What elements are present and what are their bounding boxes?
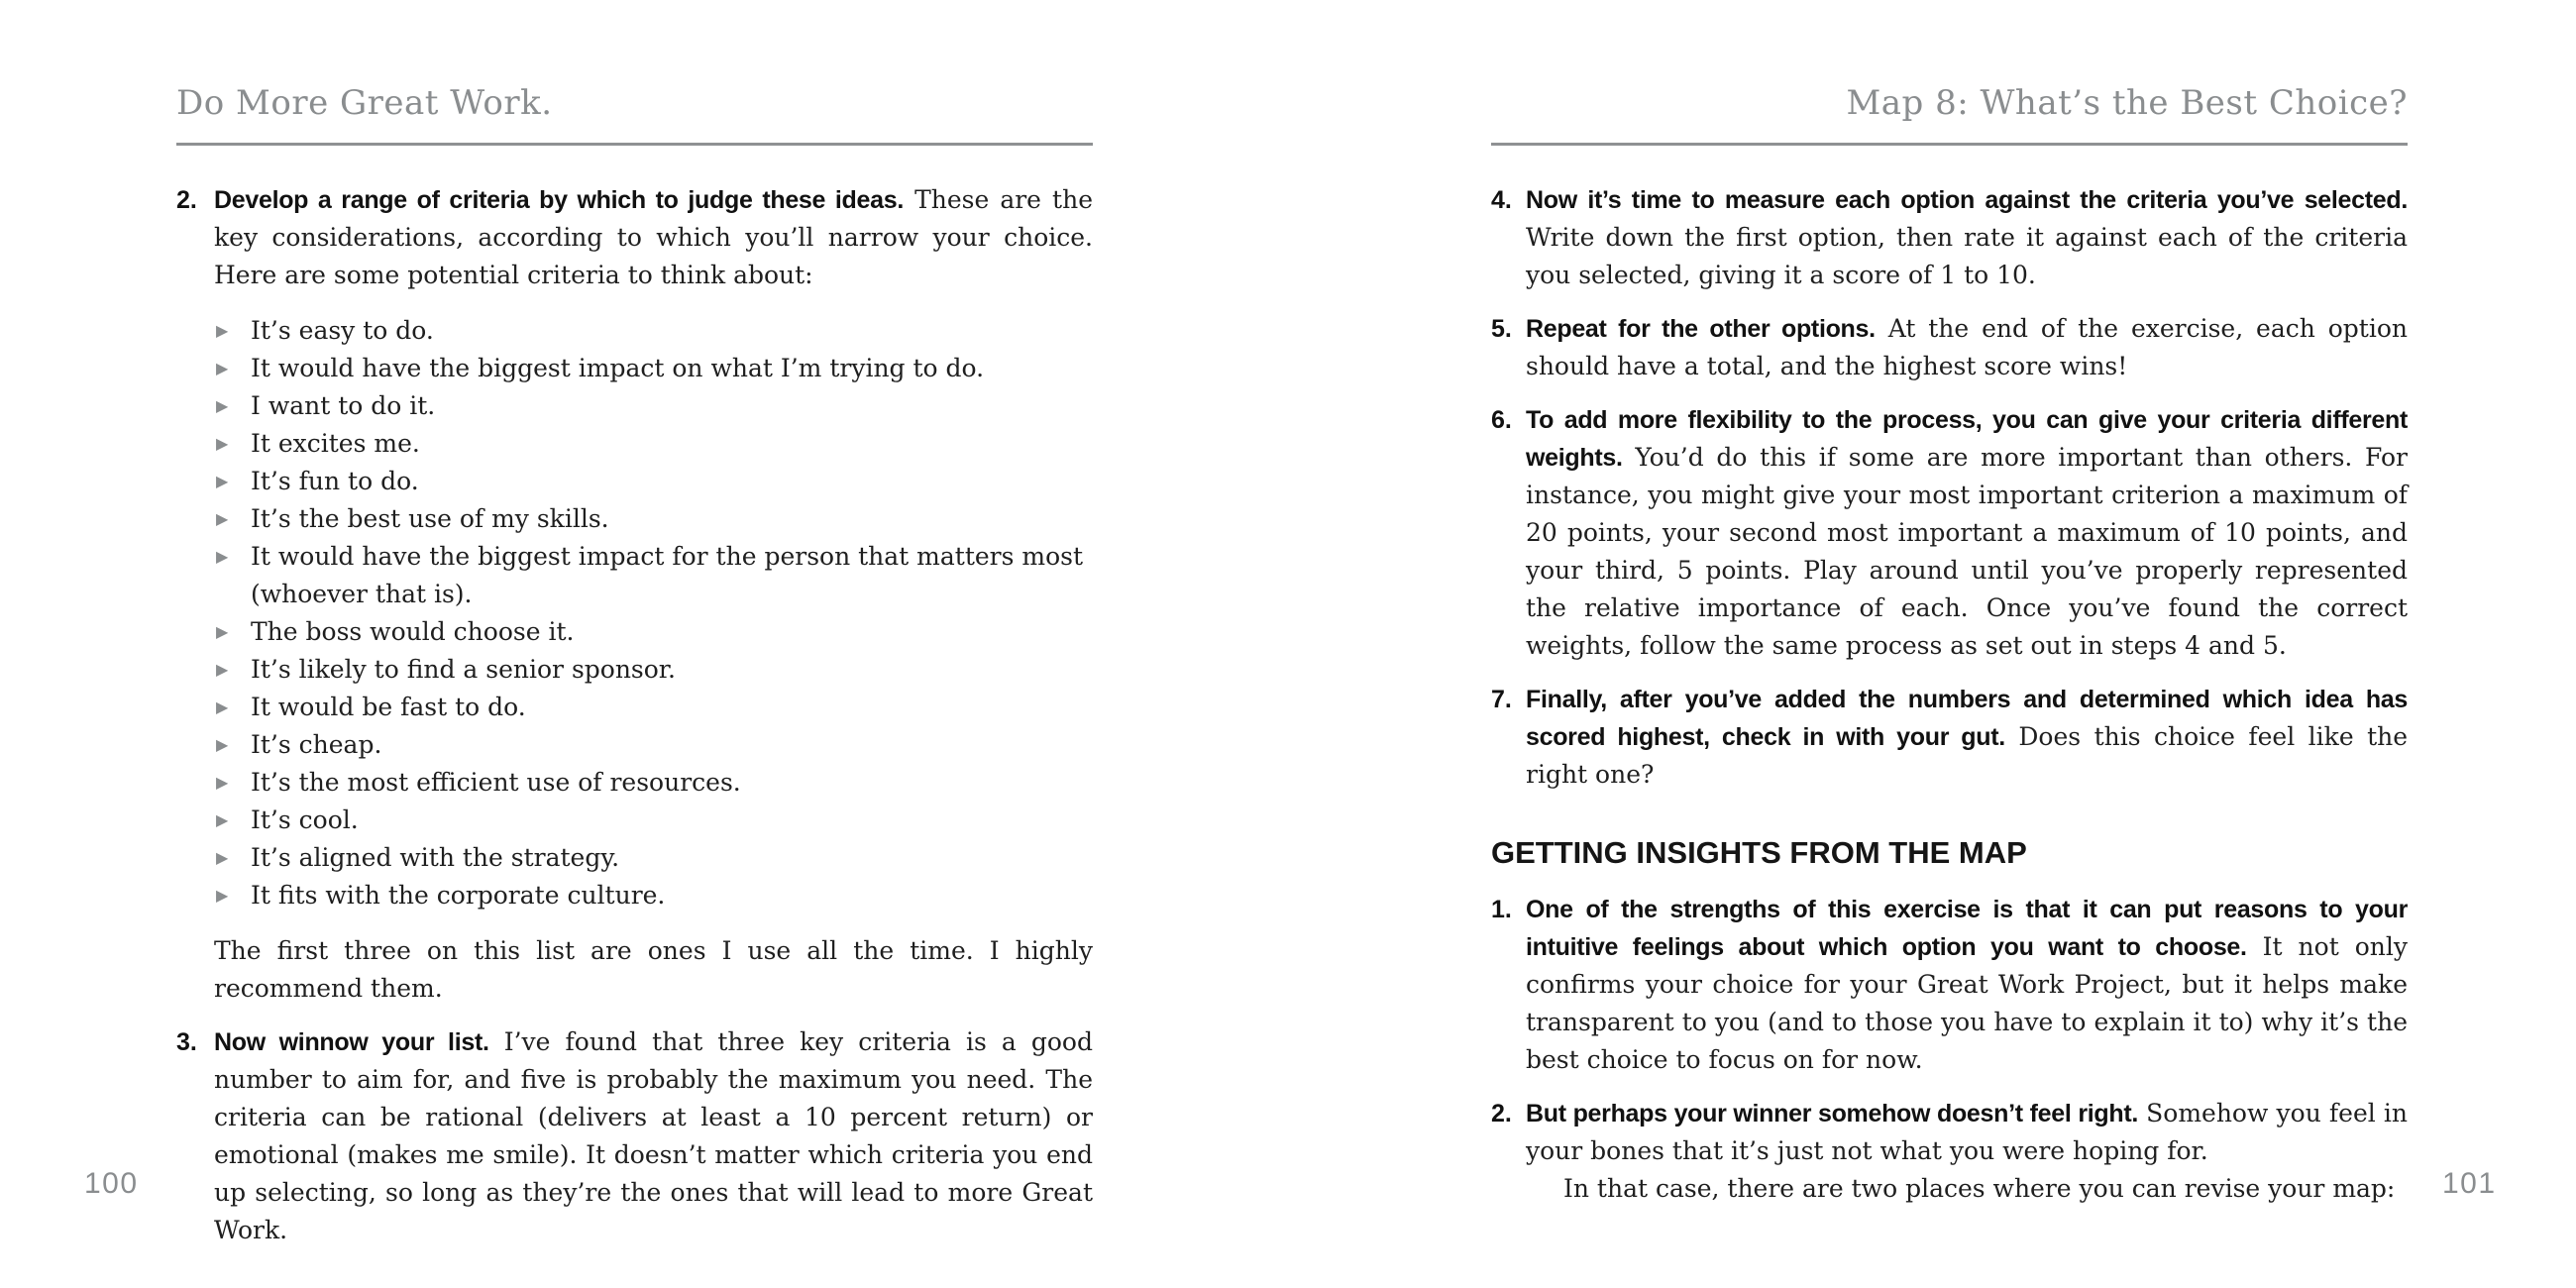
running-head-right: Map 8: What’s the Best Choice? xyxy=(1846,83,2408,123)
item-body-text: These are the key considerations, according to which you’ll narrow your choice. Here are some potential criteria to think about: xyxy=(214,185,1093,289)
item-body-text: At the end of the exercise, each option should have a total, and the highest score wins! xyxy=(1526,314,2409,380)
after-bullets-paragraph: The first three on this list are ones I use all the time. I highly recommend them. xyxy=(214,936,1093,1003)
content-column-left xyxy=(176,181,1093,1249)
item-text xyxy=(214,1023,1093,1249)
item-text xyxy=(1526,401,2408,665)
bullet-text: It would have the biggest impact for the person that matters most (whoever that is). xyxy=(251,542,1084,608)
bullet-text: It fits with the corporate culture. xyxy=(251,881,666,910)
bullet-text: It’s the most efficient use of resources. xyxy=(251,768,741,797)
criteria-bullet-item xyxy=(216,726,1093,764)
triangle-bullet-icon: ▶ xyxy=(216,773,229,792)
criteria-bullet-item xyxy=(216,764,1093,802)
item-text xyxy=(1526,891,2408,1079)
numbered-item-7 xyxy=(1491,681,2408,794)
numbered-item-6 xyxy=(1491,401,2408,665)
item-number: 3. xyxy=(176,1028,197,1056)
triangle-bullet-icon: ▶ xyxy=(216,848,229,867)
item-number: 5. xyxy=(1491,315,1512,343)
triangle-bullet-icon: ▶ xyxy=(216,660,229,679)
criteria-bullet-item xyxy=(216,651,1093,689)
item-lead-bold: To add more flexibility to the process, you can give your criteria different weights. xyxy=(1526,406,2408,472)
triangle-bullet-icon: ▶ xyxy=(216,472,229,490)
item-number: 2. xyxy=(1491,1100,1512,1127)
bullet-text: It’s cheap. xyxy=(251,730,382,759)
triangle-bullet-icon: ▶ xyxy=(216,622,229,641)
item-lead-bold: Now it’s time to measure each option against the criteria you’ve selected. xyxy=(1526,186,2408,214)
bullet-text: It would be fast to do. xyxy=(251,693,526,721)
criteria-bullet-item xyxy=(216,877,1093,914)
item-text xyxy=(1526,181,2408,294)
triangle-bullet-icon: ▶ xyxy=(216,698,229,716)
item-body-text: You’d do this if some are more important than others. For instance, you might give your most important criterion a maximum of 20 points, your second most important a maximum of 10 points, and your third, 5 points. Play around until you’ve properly represented the relative importance of each. Once you’ve found the correct weights, follow the same process as set out in steps 4 and 5. xyxy=(1526,443,2409,660)
bullet-text: It’s fun to do. xyxy=(251,467,419,495)
item-body-text: It not only confirms your choice for your Great Work Project, but it helps make transparent to you (and to those you have to explain it to) why it’s the best choice to focus on for now. xyxy=(1526,932,2408,1074)
numbered-item-4 xyxy=(1491,181,2408,294)
item-lead-bold: Now winnow your list. xyxy=(214,1028,489,1056)
criteria-bullet-item xyxy=(216,425,1093,463)
insight-item-2 xyxy=(1491,1095,2408,1208)
criteria-bullet-item xyxy=(216,613,1093,651)
item-body-text: Write down the first option, then rate it against each of the criteria you selected, giving it a score of 1 to 10. xyxy=(1526,223,2408,289)
item-body-text: Somehow you feel in your bones that it’s just not what you were hoping for. xyxy=(1526,1099,2408,1165)
item-body-text: Does this choice feel like the right one? xyxy=(1526,722,2409,789)
bullet-text: It’s aligned with the strategy. xyxy=(251,843,620,872)
bullet-text: It excites me. xyxy=(251,429,420,458)
item-lead-bold: But perhaps your winner somehow doesn’t feel right. xyxy=(1526,1100,2139,1127)
header-rule-right xyxy=(1491,143,2408,146)
criteria-bullet-item xyxy=(216,463,1093,500)
item-lead-bold: Finally, after you’ve added the numbers and determined which idea has scored highest, check in with your gut. xyxy=(1526,686,2408,751)
item-text xyxy=(214,181,1093,294)
section-heading: GETTING INSIGHTS FROM THE MAP xyxy=(1491,835,2027,870)
bullet-text: It’s likely to find a senior sponsor. xyxy=(251,655,676,684)
criteria-bullet-item xyxy=(216,689,1093,726)
item-text xyxy=(1526,310,2408,385)
triangle-bullet-icon: ▶ xyxy=(216,321,229,340)
bullet-text: The boss would choose it. xyxy=(251,617,575,646)
item-lead-bold: Develop a range of criteria by which to judge these ideas. xyxy=(214,186,904,214)
criteria-bullet-item xyxy=(216,312,1093,350)
page-number-right: 101 xyxy=(2442,1167,2497,1200)
triangle-bullet-icon: ▶ xyxy=(216,547,229,566)
running-head-left: Do More Great Work. xyxy=(176,83,553,123)
item-number: 2. xyxy=(176,186,197,214)
item-number: 7. xyxy=(1491,686,1512,713)
criteria-bullet-item xyxy=(216,350,1093,387)
triangle-bullet-icon: ▶ xyxy=(216,886,229,905)
triangle-bullet-icon: ▶ xyxy=(216,359,229,377)
item-lead-bold: One of the strengths of this exercise is that it can put reasons to your intuitive feelings about which option you want to choose. xyxy=(1526,896,2408,961)
criteria-bullet-item xyxy=(216,839,1093,877)
criteria-bullet-item xyxy=(216,802,1093,839)
page-left xyxy=(176,83,1093,1265)
bullet-text: I want to do it. xyxy=(251,391,436,420)
criteria-bullet-item xyxy=(216,387,1093,425)
numbered-item-3 xyxy=(176,1023,1093,1249)
bullet-text: It’s cool. xyxy=(251,805,359,834)
item-lead-bold: Repeat for the other options. xyxy=(1526,315,1876,343)
triangle-bullet-icon: ▶ xyxy=(216,509,229,528)
bullet-text: It’s the best use of my skills. xyxy=(251,504,609,533)
header-rule-left xyxy=(176,143,1093,146)
item-text xyxy=(1526,681,2408,794)
numbered-item-5 xyxy=(1491,310,2408,385)
criteria-bullet-item xyxy=(216,500,1093,538)
item-number: 4. xyxy=(1491,186,1512,214)
criteria-bullet-list xyxy=(216,312,1093,914)
triangle-bullet-icon: ▶ xyxy=(216,735,229,754)
item-number: 6. xyxy=(1491,406,1512,434)
item-second-paragraph: In that case, there are two places where you can revise your map: xyxy=(1563,1174,2396,1203)
triangle-bullet-icon: ▶ xyxy=(216,810,229,829)
numbered-item-2 xyxy=(176,181,1093,294)
page-number-left: 100 xyxy=(84,1167,139,1200)
bullet-text: It’s easy to do. xyxy=(251,316,434,345)
bullet-text: It would have the biggest impact on what I’m trying to do. xyxy=(251,354,985,382)
triangle-bullet-icon: ▶ xyxy=(216,396,229,415)
content-column-right xyxy=(1491,181,2408,1208)
item-body-text: I’ve found that three key criteria is a good number to aim for, and five is probably the maximum you need. The criteria can be rational (delivers at least a 10 percent return) or emotional (makes me smile). It doesn’t matter which criteria you end up selecting, so long as they’re the ones that will lead to more Great Work. xyxy=(214,1027,1093,1244)
insight-item-1 xyxy=(1491,891,2408,1079)
item-text xyxy=(1526,1095,2408,1170)
triangle-bullet-icon: ▶ xyxy=(216,434,229,453)
item-number: 1. xyxy=(1491,896,1512,923)
criteria-bullet-item xyxy=(216,538,1093,613)
page-right xyxy=(1491,83,2408,1224)
